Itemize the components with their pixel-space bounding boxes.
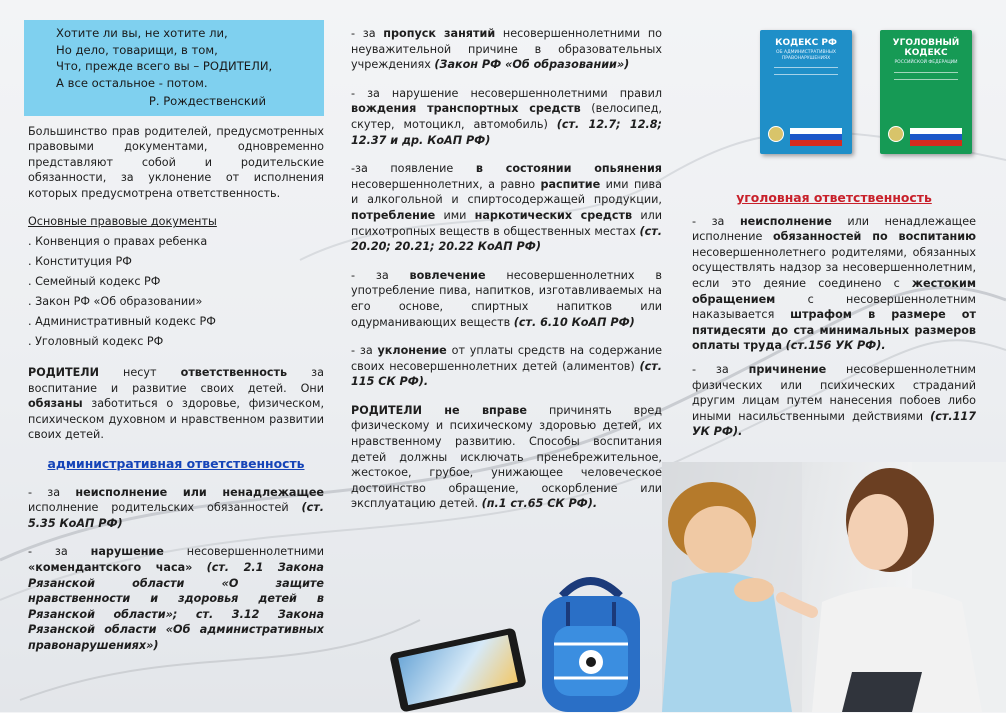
intro-paragraph: Большинство прав родителей, предусмотренных правовыми документами, одновременно представляют собой и родительские обязанности, за уклонение от исполнения которых предусмотрена ответственность. (28, 124, 324, 200)
poem-line: Что, прежде всего вы – РОДИТЕЛИ, (56, 59, 273, 73)
book-title: КОДЕКС РФ (775, 38, 837, 48)
admin-item: - за уклонение от уплаты средств на содержание своих несовершеннолетних детей (алиментов) (ст. 115 СК РФ). (351, 344, 662, 389)
left-column (28, 20, 324, 654)
list-item: . Закон РФ «Об образовании» (28, 295, 203, 309)
tablet-image (389, 627, 527, 712)
criminal-item: - за причинение несовершеннолетним физических или психических страданий другим лицам путем нанесения побоев либо иными насильственными действиями (ст.117 УК РФ). (692, 362, 976, 439)
book-subtitle: РОССИЙСКОЙ ФЕДЕРАЦИИ (894, 60, 958, 65)
emblem-icon (888, 126, 904, 142)
emblem-icon (768, 126, 784, 142)
book-subtitle: ОБ АДМИНИСТРАТИВНЫХ ПРАВОНАРУШЕНИЯХ (776, 50, 836, 61)
poem-line: А все остальное - потом. (56, 75, 208, 90)
admin-item: - за нарушение несовершеннолетними «комендантского часа» (ст. 2.1 Закона Рязанской области «О защите нравственности и здоровья детей в Рязанской области»; ст. 3.12 Закона Рязанской области «Об административных правонарушениях») (28, 545, 324, 652)
admin-item: - за нарушение несовершеннолетними правил вождения транспортных средств (велосипед, скутер, мотоцикл, автомобиль) (ст. 12.7; 12.8; 12.37 и др. КоАП РФ) (351, 86, 662, 147)
admin-item: - за вовлечение несовершеннолетних в употребление пива, напитков, изготавливаемых на его основе, спиртных напитков или одурманивающих веществ (ст. 6.10 КоАП РФ) (351, 268, 662, 329)
poem-line: Но дело, товарищи, в том, (56, 42, 218, 57)
criminal-item: - за неисполнение или ненадлежащее исполнение обязанностей по воспитанию несовершеннолетнего родителями, обязанных осуществлять надзор за несовершеннолетним, если это деяние соединено с жестоким обращением с несовершеннолетним наказывается штрафом в размере от пятидесяти до ста минимальных размеров оплаты труда (ст.156 УК РФ). (692, 214, 976, 353)
mother-and-child-photo (662, 462, 1006, 712)
criminal-responsibility-title: уголовная ответственность (736, 190, 932, 205)
parents-paragraph: РОДИТЕЛИ несут ответственность за воспитание и развитие своих детей. Они обязаны заботиться о здоровье, физическом, психическом духовном и нравственном развитии своих детей. (28, 366, 324, 442)
middle-column (351, 26, 662, 512)
documents-list (28, 232, 324, 352)
russian-flag-icon (790, 128, 842, 146)
poem-line: Хотите ли вы, не хотите ли, (56, 26, 228, 40)
parents-rights-paragraph: РОДИТЕЛИ не вправе причинять вред физическому и психическому здоровью детей, их нравственному развитию. Способы воспитания детей должны исключать пренебрежительное, жестокое, грубое, унижающее человеческое достоинство обращение, оскорбление или эксплуатацию детей. (п.1 ст.65 СК РФ). (351, 403, 662, 511)
documents-heading: Основные правовые документы (28, 215, 217, 229)
poem-author: Р. Рождественский (148, 94, 266, 108)
list-item: . Административный кодекс РФ (28, 315, 216, 329)
book-title: УГОЛОВНЫЙ КОДЕКС (892, 38, 960, 58)
admin-item: -за появление в состоянии опьянения несовершеннолетних, а равно распитие ими пива и алкогольной и спиртосодержащей продукции, потребление ими наркотических средств или психотропных веществ в общественных местах (ст. 20.20; 20.21; 20.22 КоАП РФ) (351, 162, 663, 254)
list-item: . Конвенция о правах ребенка (28, 235, 208, 249)
admin-code-book-image (760, 30, 852, 154)
admin-responsibility-title: административная ответственность (47, 456, 305, 472)
admin-item: - за пропуск занятий несовершеннолетними по неуважительной причине в образовательных учреждениях (Закон РФ «Об образовании») (351, 27, 662, 72)
poem-block (24, 20, 324, 116)
criminal-code-book-image (880, 30, 972, 154)
backpack-image (528, 566, 652, 712)
right-column (692, 190, 976, 440)
list-item: . Семейный кодекс РФ (28, 275, 161, 289)
russian-flag-icon (910, 128, 962, 146)
list-item: . Уголовный кодекс РФ (28, 335, 164, 349)
admin-item: - за неисполнение или ненадлежащее исполнение родительских обязанностей (ст. 5.35 КоАП РФ) (28, 485, 324, 530)
list-item: . Конституция РФ (28, 255, 132, 269)
